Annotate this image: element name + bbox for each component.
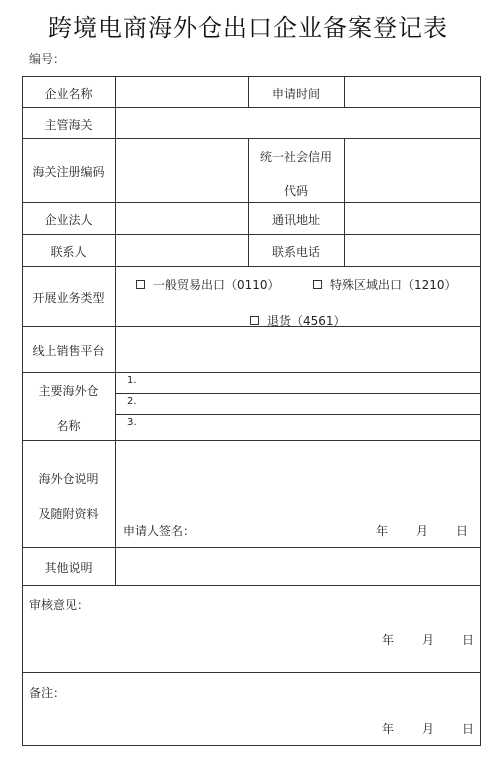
- description-field[interactable]: [116, 441, 480, 521]
- address-field[interactable]: [345, 203, 480, 233]
- row-divider: [115, 393, 481, 394]
- review-opinion-label: 审核意见：: [29, 598, 90, 612]
- address-label: 通讯地址: [271, 213, 320, 227]
- remarks-day: 日: [462, 722, 475, 736]
- online-platform-field[interactable]: [116, 327, 480, 371]
- signature-month: 月: [416, 524, 429, 538]
- checkbox-icon[interactable]: [250, 316, 259, 325]
- apply-time-field[interactable]: [345, 77, 480, 106]
- remarks-year: 年: [382, 722, 395, 736]
- doc-number-label: 编号：: [29, 52, 66, 66]
- warehouse-label-line2: 名称: [56, 419, 81, 433]
- warehouse-label-line1: 主要海外仓: [38, 384, 99, 398]
- credit-code-field[interactable]: [345, 139, 480, 201]
- business-option-label: 特殊区域出口（1210）: [330, 278, 457, 292]
- applicant-signature-label: 申请人签名：: [123, 524, 196, 538]
- review-opinion-field[interactable]: [23, 614, 480, 634]
- credit-code-label-line2: 代码: [283, 184, 308, 198]
- business-option-special-zone[interactable]: [313, 276, 457, 293]
- phone-field[interactable]: [345, 235, 480, 265]
- row-divider: [22, 372, 481, 373]
- description-label-line1: 海外仓说明: [38, 472, 99, 486]
- company-name-field[interactable]: [116, 77, 247, 106]
- row-divider: [115, 414, 481, 415]
- apply-time-label: 申请时间: [271, 87, 320, 101]
- business-option-label: 一般贸易出口（0110）: [153, 278, 280, 292]
- remarks-field[interactable]: [23, 700, 480, 718]
- online-platform-label: 线上销售平台: [32, 344, 105, 358]
- page-title: 跨境电商海外仓出口企业备案登记表: [48, 14, 448, 42]
- contact-field[interactable]: [116, 235, 247, 265]
- phone-label: 联系电话: [271, 245, 320, 259]
- description-label-line2: 及随附资料: [38, 507, 99, 521]
- row-divider: [22, 266, 481, 267]
- signature-year: 年: [376, 524, 389, 538]
- customs-label: 主管海关: [44, 118, 93, 132]
- customs-reg-code-field[interactable]: [116, 139, 247, 201]
- other-notes-field[interactable]: [116, 548, 480, 584]
- other-notes-label: 其他说明: [44, 561, 93, 575]
- legal-person-label: 企业法人: [44, 213, 93, 227]
- row-divider: [22, 672, 481, 673]
- business-option-general-trade[interactable]: [136, 276, 280, 293]
- warehouse-item-1[interactable]: 1.: [127, 375, 137, 386]
- remarks-label: 备注：: [29, 686, 66, 700]
- remarks-month: 月: [422, 722, 435, 736]
- signature-day: 日: [456, 524, 469, 538]
- customs-field[interactable]: [116, 108, 480, 137]
- business-option-label: 退货（4561）: [267, 314, 346, 328]
- checkbox-icon[interactable]: [313, 280, 322, 289]
- warehouse-item-3[interactable]: 3.: [127, 417, 137, 428]
- review-year: 年: [382, 633, 395, 647]
- review-month: 月: [422, 633, 435, 647]
- credit-code-label-line1: 统一社会信用: [259, 150, 332, 164]
- customs-reg-code-label: 海关注册编码: [32, 165, 105, 179]
- company-name-label: 企业名称: [44, 87, 93, 101]
- review-day: 日: [462, 633, 475, 647]
- legal-person-field[interactable]: [116, 203, 247, 233]
- row-divider: [22, 585, 481, 586]
- warehouse-item-2[interactable]: 2.: [127, 396, 137, 407]
- contact-label: 联系人: [50, 245, 87, 259]
- business-type-label: 开展业务类型: [32, 291, 105, 305]
- checkbox-icon[interactable]: [136, 280, 145, 289]
